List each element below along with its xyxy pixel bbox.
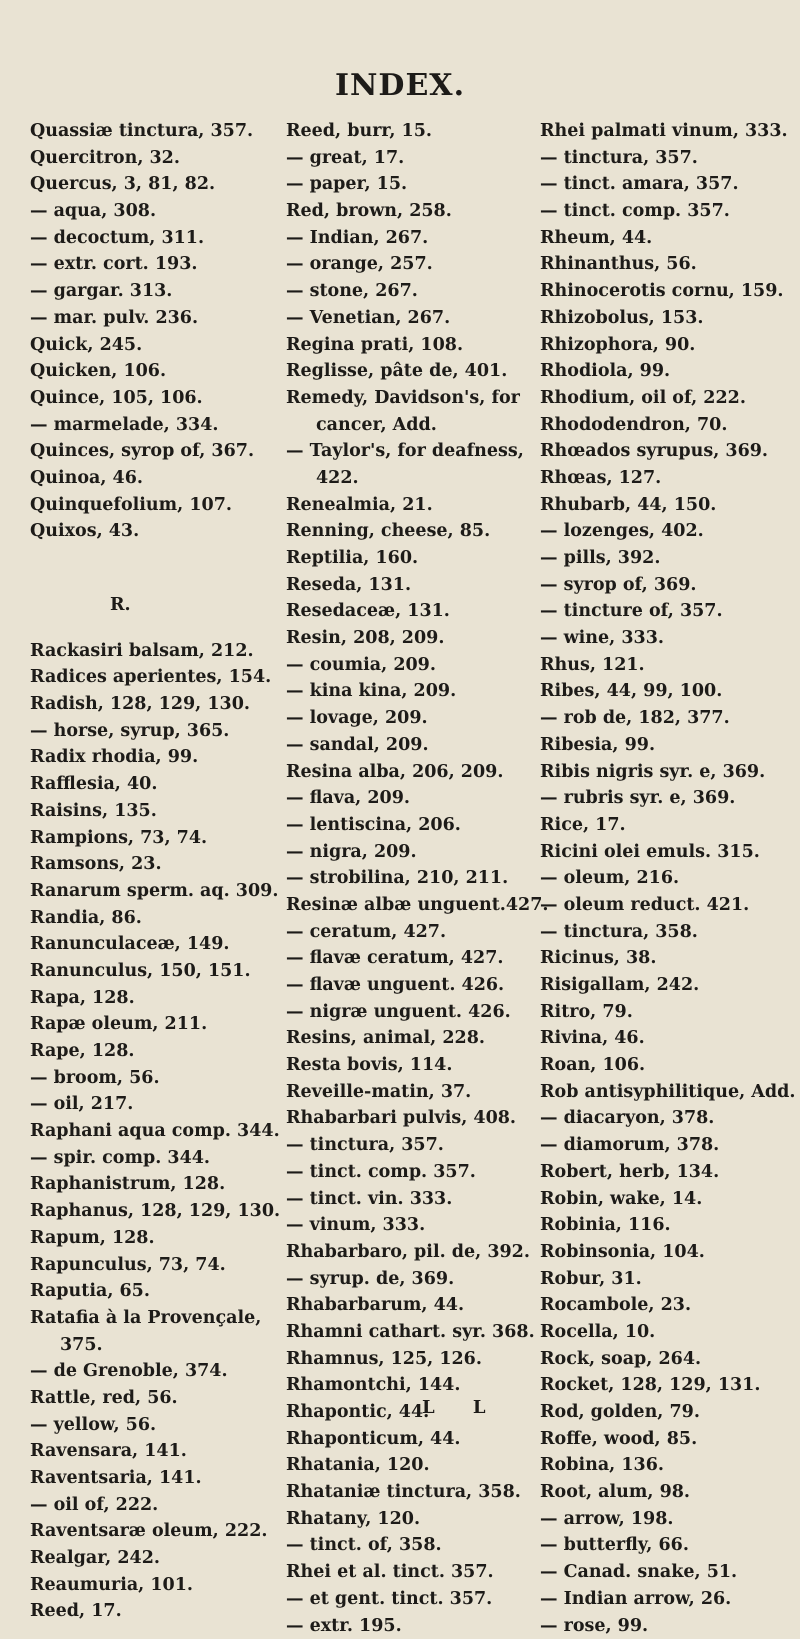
index-entry: Ranunculaceæ, 149. bbox=[30, 931, 288, 958]
index-entry: Resta bovis, 114. bbox=[286, 1052, 544, 1079]
index-entry: Quassiæ tinctura, 357. bbox=[30, 118, 288, 145]
index-entry: Robert, herb, 134. bbox=[540, 1159, 798, 1186]
index-entry: Rhamontchi, 144. bbox=[286, 1372, 544, 1399]
index-entry: Quixos, 43. bbox=[30, 518, 288, 545]
index-entry: Quicken, 106. bbox=[30, 358, 288, 385]
index-entry: — tinctura, 357. bbox=[540, 145, 798, 172]
index-entry: Robinia, 116. bbox=[540, 1212, 798, 1239]
index-entry: Regina prati, 108. bbox=[286, 332, 544, 359]
index-entry: cancer, Add. bbox=[286, 412, 544, 439]
index-entry: Roffe, wood, 85. bbox=[540, 1426, 798, 1453]
index-entry: Reaumuria, 101. bbox=[30, 1572, 288, 1599]
index-entry: — vinum, 333. bbox=[286, 1212, 544, 1239]
index-column-3 bbox=[540, 118, 798, 1639]
index-entry: Reseda, 131. bbox=[286, 572, 544, 599]
index-entry: Renealmia, 21. bbox=[286, 492, 544, 519]
index-entry: — broom, 56. bbox=[30, 1065, 288, 1092]
index-entry: — nigra, 209. bbox=[286, 839, 544, 866]
index-entry: — arrow, 198. bbox=[540, 1506, 798, 1533]
index-entry: — coumia, 209. bbox=[286, 652, 544, 679]
index-entry: Rhamnus, 125, 126. bbox=[286, 1346, 544, 1373]
index-entry: Raventsaræ oleum, 222. bbox=[30, 1518, 288, 1545]
index-entry: — Taylor's, for deafness, bbox=[286, 438, 544, 465]
index-entry: Rattle, red, 56. bbox=[30, 1385, 288, 1412]
index-entry: — tinct. comp. 357. bbox=[286, 1159, 544, 1186]
index-entry: Rhabarbari pulvis, 408. bbox=[286, 1105, 544, 1132]
page-signature: L L bbox=[422, 1397, 502, 1418]
page-title: INDEX. bbox=[0, 68, 800, 103]
index-entry: Rampions, 73, 74. bbox=[30, 825, 288, 852]
index-entry: Rafflesia, 40. bbox=[30, 771, 288, 798]
index-entry: Quick, 245. bbox=[30, 332, 288, 359]
index-entry: — pills, 392. bbox=[540, 545, 798, 572]
index-entry: — great, 17. bbox=[286, 145, 544, 172]
index-entry: — rob de, 182, 377. bbox=[540, 705, 798, 732]
index-entry: — lovage, 209. bbox=[286, 705, 544, 732]
index-entry: Ratafia à la Provençale, bbox=[30, 1305, 288, 1332]
index-entry: — yellow, 56. bbox=[30, 1412, 288, 1439]
index-entry: — tinct. amara, 357. bbox=[540, 171, 798, 198]
index-entry: Rhus, 121. bbox=[540, 652, 798, 679]
index-entry: — diacaryon, 378. bbox=[540, 1105, 798, 1132]
index-entry: Ricinus, 38. bbox=[540, 945, 798, 972]
index-entry: — Indian arrow, 26. bbox=[540, 1586, 798, 1613]
index-entry: — oleum, 216. bbox=[540, 865, 798, 892]
index-entry: Resin, 208, 209. bbox=[286, 625, 544, 652]
index-entry: — oil, 217. bbox=[30, 1091, 288, 1118]
index-entry: — strobilina, 210, 211. bbox=[286, 865, 544, 892]
index-entry: Ranarum sperm. aq. 309. bbox=[30, 878, 288, 905]
index-entry: Rhubarb, 44, 150. bbox=[540, 492, 798, 519]
index-entry: Reed, burr, 15. bbox=[286, 118, 544, 145]
index-entry: — tinct. of, 358. bbox=[286, 1532, 544, 1559]
index-entry: — tinctura, 358. bbox=[540, 919, 798, 946]
index-entry: Rapa, 128. bbox=[30, 985, 288, 1012]
index-entry: — Canad. snake, 51. bbox=[540, 1559, 798, 1586]
index-entry: Rhataniæ tinctura, 358. bbox=[286, 1479, 544, 1506]
index-entry: Reglisse, pâte de, 401. bbox=[286, 358, 544, 385]
index-entry: Rhodiola, 99. bbox=[540, 358, 798, 385]
index-column-1 bbox=[30, 118, 288, 1625]
index-entry: — tinctura, 357. bbox=[286, 1132, 544, 1159]
index-entry: — flava, 209. bbox=[286, 785, 544, 812]
index-entry: Rhinanthus, 56. bbox=[540, 251, 798, 278]
index-entry: Rhatania, 120. bbox=[286, 1452, 544, 1479]
index-entry: — syrup. de, 369. bbox=[286, 1266, 544, 1293]
index-entry: Rhizobolus, 153. bbox=[540, 305, 798, 332]
index-entry: Rhaponticum, 44. bbox=[286, 1426, 544, 1453]
index-entry: Resinæ albæ unguent.427. bbox=[286, 892, 544, 919]
index-entry: Rivina, 46. bbox=[540, 1025, 798, 1052]
index-entry: Rapum, 128. bbox=[30, 1225, 288, 1252]
index-entry: Robur, 31. bbox=[540, 1266, 798, 1293]
index-entry: — stone, 267. bbox=[286, 278, 544, 305]
index-entry: 375. bbox=[30, 1332, 288, 1359]
index-entry: Ritro, 79. bbox=[540, 999, 798, 1026]
index-entry: — diamorum, 378. bbox=[540, 1132, 798, 1159]
index-entry: — horse, syrup, 365. bbox=[30, 718, 288, 745]
index-entry: Quercitron, 32. bbox=[30, 145, 288, 172]
index-entry: Rhœas, 127. bbox=[540, 465, 798, 492]
index-entry: Ribesia, 99. bbox=[540, 732, 798, 759]
index-entry: Rhatany, 120. bbox=[286, 1506, 544, 1533]
index-entry: Reed, 17. bbox=[30, 1598, 288, 1625]
index-entry: Risigallam, 242. bbox=[540, 972, 798, 999]
index-entry: Ricini olei emuls. 315. bbox=[540, 839, 798, 866]
index-entry: — butterfly, 66. bbox=[540, 1532, 798, 1559]
index-entry: Rob antisyphilitique, Add. bbox=[540, 1079, 798, 1106]
index-entry: — oil of, 222. bbox=[30, 1492, 288, 1519]
index-entry: Raphanus, 128, 129, 130. bbox=[30, 1198, 288, 1225]
index-entry: Rape, 128. bbox=[30, 1038, 288, 1065]
index-entry: Raphani aqua comp. 344. bbox=[30, 1118, 288, 1145]
index-entry: — Indian, 267. bbox=[286, 225, 544, 252]
index-entry: — flavæ ceratum, 427. bbox=[286, 945, 544, 972]
index-entry: Red, brown, 258. bbox=[286, 198, 544, 225]
index-entry: — extr. cort. 193. bbox=[30, 251, 288, 278]
index-entry: Rhei et al. tinct. 357. bbox=[286, 1559, 544, 1586]
index-entry: — rose, 99. bbox=[540, 1613, 798, 1639]
index-entry: Reveille-matin, 37. bbox=[286, 1079, 544, 1106]
index-entry: Quince, 105, 106. bbox=[30, 385, 288, 412]
index-entry: Radices aperientes, 154. bbox=[30, 664, 288, 691]
index-entry: — paper, 15. bbox=[286, 171, 544, 198]
index-entry: — spir. comp. 344. bbox=[30, 1145, 288, 1172]
index-entry: Rhamni cathart. syr. 368. bbox=[286, 1319, 544, 1346]
index-entry: — flavæ unguent. 426. bbox=[286, 972, 544, 999]
index-entry: Raventsaria, 141. bbox=[30, 1465, 288, 1492]
index-entry: Radish, 128, 129, 130. bbox=[30, 691, 288, 718]
index-entry: — tincture of, 357. bbox=[540, 598, 798, 625]
index-entry: Ranunculus, 150, 151. bbox=[30, 958, 288, 985]
index-entry: — gargar. 313. bbox=[30, 278, 288, 305]
index-entry: — oleum reduct. 421. bbox=[540, 892, 798, 919]
index-entry: — lentiscina, 206. bbox=[286, 812, 544, 839]
index-entry: — extr. 195. bbox=[286, 1613, 544, 1639]
index-entry: Ribes, 44, 99, 100. bbox=[540, 678, 798, 705]
index-entry: — marmelade, 334. bbox=[30, 412, 288, 439]
index-entry: — rubris syr. e, 369. bbox=[540, 785, 798, 812]
index-entry: Rock, soap, 264. bbox=[540, 1346, 798, 1373]
index-entry: Rheum, 44. bbox=[540, 225, 798, 252]
index-entry: Raphanistrum, 128. bbox=[30, 1171, 288, 1198]
index-entry: — sandal, 209. bbox=[286, 732, 544, 759]
index-entry: Rhodium, oil of, 222. bbox=[540, 385, 798, 412]
index-entry: Roan, 106. bbox=[540, 1052, 798, 1079]
index-entry: Rhœados syrupus, 369. bbox=[540, 438, 798, 465]
index-entry: Rhapontic, 44. bbox=[286, 1399, 544, 1426]
index-entry: — kina kina, 209. bbox=[286, 678, 544, 705]
index-entry: Rhizophora, 90. bbox=[540, 332, 798, 359]
section-letter-r: R. bbox=[30, 572, 288, 638]
index-entry: Resins, animal, 228. bbox=[286, 1025, 544, 1052]
index-entry: — decoctum, 311. bbox=[30, 225, 288, 252]
index-entry: Ramsons, 23. bbox=[30, 851, 288, 878]
index-entry: Rocella, 10. bbox=[540, 1319, 798, 1346]
index-entry: Root, alum, 98. bbox=[540, 1479, 798, 1506]
index-entry: Quercus, 3, 81, 82. bbox=[30, 171, 288, 198]
index-entry: Raputia, 65. bbox=[30, 1278, 288, 1305]
index-entry: Raisins, 135. bbox=[30, 798, 288, 825]
index-entry: Rackasiri balsam, 212. bbox=[30, 638, 288, 665]
index-entry: — tinct. comp. 357. bbox=[540, 198, 798, 225]
index-column-2 bbox=[286, 118, 544, 1639]
index-entry: — et gent. tinct. 357. bbox=[286, 1586, 544, 1613]
index-entry: Rhinocerotis cornu, 159. bbox=[540, 278, 798, 305]
index-entry: Quinquefolium, 107. bbox=[30, 492, 288, 519]
index-entry: Rapunculus, 73, 74. bbox=[30, 1252, 288, 1279]
index-entry: Rocket, 128, 129, 131. bbox=[540, 1372, 798, 1399]
index-entry: Rhododendron, 70. bbox=[540, 412, 798, 439]
index-entry: Quinoa, 46. bbox=[30, 465, 288, 492]
index-entry: — mar. pulv. 236. bbox=[30, 305, 288, 332]
index-entry: Robin, wake, 14. bbox=[540, 1186, 798, 1213]
index-entry: — Venetian, 267. bbox=[286, 305, 544, 332]
index-entry: Rocambole, 23. bbox=[540, 1292, 798, 1319]
index-entry: Rhabarbarum, 44. bbox=[286, 1292, 544, 1319]
index-entry: — lozenges, 402. bbox=[540, 518, 798, 545]
index-entry: — ceratum, 427. bbox=[286, 919, 544, 946]
index-entry: Rice, 17. bbox=[540, 812, 798, 839]
index-entry: Rapæ oleum, 211. bbox=[30, 1011, 288, 1038]
index-entry: Quinces, syrop of, 367. bbox=[30, 438, 288, 465]
index-entry: Rhabarbaro, pil. de, 392. bbox=[286, 1239, 544, 1266]
index-entry: Resedaceæ, 131. bbox=[286, 598, 544, 625]
index-entry: 422. bbox=[286, 465, 544, 492]
index-entry: Rhei palmati vinum, 333. bbox=[540, 118, 798, 145]
index-entry: Robina, 136. bbox=[540, 1452, 798, 1479]
index-entry: Resina alba, 206, 209. bbox=[286, 759, 544, 786]
index-entry: Realgar, 242. bbox=[30, 1545, 288, 1572]
index-entry: Rod, golden, 79. bbox=[540, 1399, 798, 1426]
index-entry: — wine, 333. bbox=[540, 625, 798, 652]
index-entry: — syrop of, 369. bbox=[540, 572, 798, 599]
index-entry: — aqua, 308. bbox=[30, 198, 288, 225]
index-entry: — nigræ unguent. 426. bbox=[286, 999, 544, 1026]
index-entry: Ravensara, 141. bbox=[30, 1438, 288, 1465]
index-entry: Renning, cheese, 85. bbox=[286, 518, 544, 545]
index-entry: Robinsonia, 104. bbox=[540, 1239, 798, 1266]
index-entry: Randia, 86. bbox=[30, 905, 288, 932]
index-entry: Remedy, Davidson's, for bbox=[286, 385, 544, 412]
index-entry: — tinct. vin. 333. bbox=[286, 1186, 544, 1213]
index-entry: Ribis nigris syr. e, 369. bbox=[540, 759, 798, 786]
index-entry: Reptilia, 160. bbox=[286, 545, 544, 572]
index-entry: — de Grenoble, 374. bbox=[30, 1358, 288, 1385]
index-entry: — orange, 257. bbox=[286, 251, 544, 278]
index-entry: Radix rhodia, 99. bbox=[30, 744, 288, 771]
